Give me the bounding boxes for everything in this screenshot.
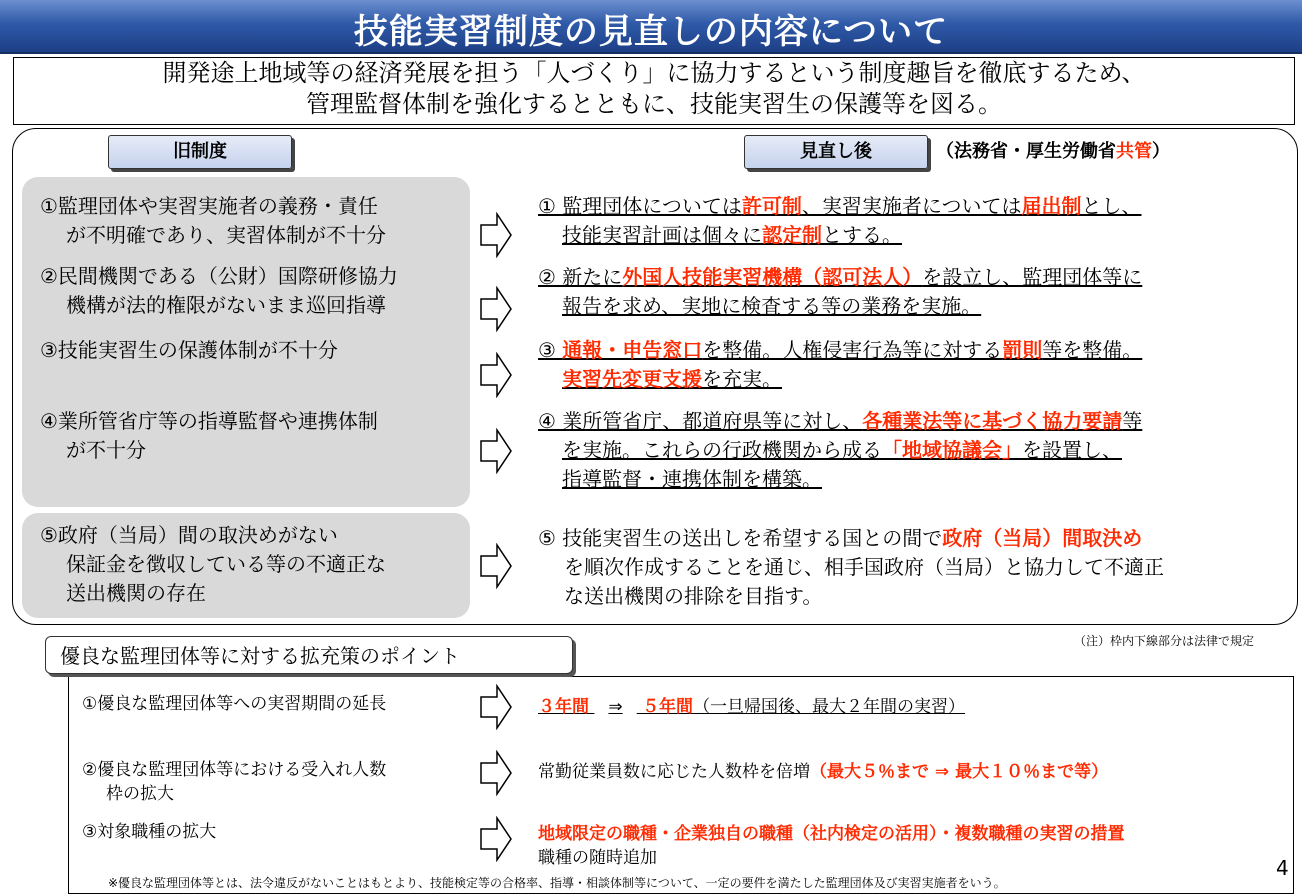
old-system-label: 旧制度 bbox=[108, 135, 292, 169]
old-item-5-line-2: 保証金を徴収している等の不適正な bbox=[66, 552, 386, 576]
arrow-right-icon bbox=[479, 816, 513, 862]
point-2-label bbox=[82, 758, 386, 806]
point-1-rest: （一旦帰国後、最大２年間の実習） bbox=[693, 697, 966, 717]
new-item-5-line-1: ⑤ 技能実習生の送出しを希望する国との間で政府（当局）間取決め bbox=[538, 526, 1143, 550]
intro-line-2: 管理監督体制を強化するとともに、技能実習生の保護等を図る。 bbox=[306, 90, 1002, 118]
new-item-4-line-3: 指導監督・連携体制を構築。 bbox=[562, 467, 822, 491]
arrow-right-icon bbox=[479, 212, 513, 258]
point-2-red: （最大５％まで ⇒ 最大１０％まで等） bbox=[810, 762, 1109, 782]
new-item-5 bbox=[538, 524, 1164, 611]
ministry-prefix: （法務省・厚生労働省 bbox=[936, 141, 1116, 162]
new-item-1-line-2: 技能実習計画は個々に認定制とする。 bbox=[562, 223, 902, 247]
point-2-text: 常勤従業員数に応じた人数枠を倍増 bbox=[538, 762, 810, 782]
old-item-2-line-1: ②民間機関である（公財）国際研修協力 bbox=[40, 264, 398, 288]
arrow-right-icon bbox=[479, 428, 513, 474]
old-item-4-line-1: ④業所管省庁等の指導監督や連携体制 bbox=[40, 409, 378, 433]
old-item-3 bbox=[40, 336, 338, 365]
arrow-right-icon bbox=[479, 750, 513, 796]
point-2-label-line-2: 枠の拡大 bbox=[106, 784, 174, 804]
ministry-suffix: ） bbox=[1152, 141, 1170, 162]
new-item-5-line-3: な送出機関の排除を目指す。 bbox=[564, 584, 823, 608]
new-system-label: 見直し後 bbox=[744, 135, 928, 169]
points-title: 優良な監理団体等に対する拡充策のポイント bbox=[45, 636, 573, 674]
new-item-3 bbox=[538, 336, 1142, 394]
new-item-3-line-2: 実習先変更支援を充実。 bbox=[562, 367, 782, 391]
point-3-result bbox=[538, 822, 1125, 870]
old-item-2 bbox=[40, 262, 398, 320]
new-item-1-line-1: ① 監理団体については許可制、実習実施者については届出制とし、 bbox=[538, 194, 1142, 218]
old-item-5 bbox=[40, 521, 386, 608]
ministry-highlight: 共管 bbox=[1116, 141, 1152, 162]
intro-box bbox=[13, 57, 1295, 125]
new-item-2-line-1: ② 新たに外国人技能実習機構（認可法人）を設立し、監理団体等に bbox=[538, 265, 1143, 289]
new-item-3-line-1: ③ 通報・申告窓口を整備。人権侵害行為等に対する罰則等を整備。 bbox=[538, 338, 1143, 362]
old-item-1-line-1: ①監理団体や実習実施者の義務・責任 bbox=[40, 194, 378, 218]
page-title: 技能実習制度の見直しの内容について bbox=[353, 12, 949, 52]
underline-note: （注）枠内下線部分は法律で規定 bbox=[1074, 634, 1255, 648]
point-1-result bbox=[538, 695, 965, 719]
arrow-right-icon bbox=[479, 286, 513, 332]
old-item-4 bbox=[40, 407, 378, 465]
point-1-arrow: ⇒ bbox=[608, 697, 623, 717]
new-item-2 bbox=[538, 263, 1142, 321]
arrow-right-icon bbox=[479, 684, 513, 730]
point-2-label-line-1: ②優良な監理団体等における受入れ人数 bbox=[82, 760, 387, 780]
old-item-5-line-1: ⑤政府（当局）間の取決めがない bbox=[40, 523, 338, 547]
ministry-note bbox=[936, 138, 1170, 166]
new-item-5-line-2: を順次作成することを通じ、相手国政府（当局）と協力して不適正 bbox=[564, 555, 1164, 579]
old-item-3-line-1: ③技能実習生の保護体制が不十分 bbox=[40, 338, 338, 362]
page-number: 4 bbox=[1276, 856, 1289, 880]
old-item-2-line-2: 機構が法的権限がないまま巡回指導 bbox=[66, 293, 386, 317]
title-bar bbox=[0, 0, 1302, 54]
point-1-from: ３年間 bbox=[538, 697, 589, 717]
arrow-right-icon bbox=[479, 543, 513, 589]
new-item-4-line-1: ④ 業所管省庁、都道府県等に対し、各種業法等に基づく協力要請等 bbox=[538, 409, 1143, 433]
old-item-1 bbox=[40, 192, 386, 250]
new-item-1 bbox=[538, 192, 1142, 250]
arrow-right-icon bbox=[479, 352, 513, 398]
old-item-4-line-2: が不十分 bbox=[66, 438, 146, 462]
point-1-label: ①優良な監理団体等への実習期間の延長 bbox=[82, 694, 387, 714]
point-3-text: 職種の随時追加 bbox=[538, 848, 657, 868]
new-item-2-line-2: 報告を求め、実地に検査する等の業務を実施。 bbox=[562, 294, 982, 318]
new-item-4 bbox=[538, 407, 1142, 494]
new-item-4-line-2: を実施。これらの行政機関から成る「地域協議会」を設置し、 bbox=[562, 438, 1122, 462]
point-1-to: ５年間 bbox=[642, 697, 694, 717]
intro-line-1: 開発途上地域等の経済発展を担う「人づくり」に協力するという制度趣旨を徹底するため、 bbox=[162, 59, 1146, 87]
old-item-5-line-3: 送出機関の存在 bbox=[66, 581, 206, 605]
point-2-result bbox=[538, 760, 1108, 784]
old-item-1-line-2: が不明確であり、実習体制が不十分 bbox=[66, 223, 386, 247]
footnote: ※優良な監理団体等とは、法令違反がないことはもとより、技能検定等の合格率、指導・相談体制等について、一定の要件を満たした監理団体及び実習実施者をいう。 bbox=[108, 876, 1006, 890]
point-3-red: 地域限定の職種・企業独自の職種（社内検定の活用）・複数職種の実習の措置 bbox=[538, 824, 1125, 844]
point-3-label: ③対象職種の拡大 bbox=[82, 822, 217, 842]
